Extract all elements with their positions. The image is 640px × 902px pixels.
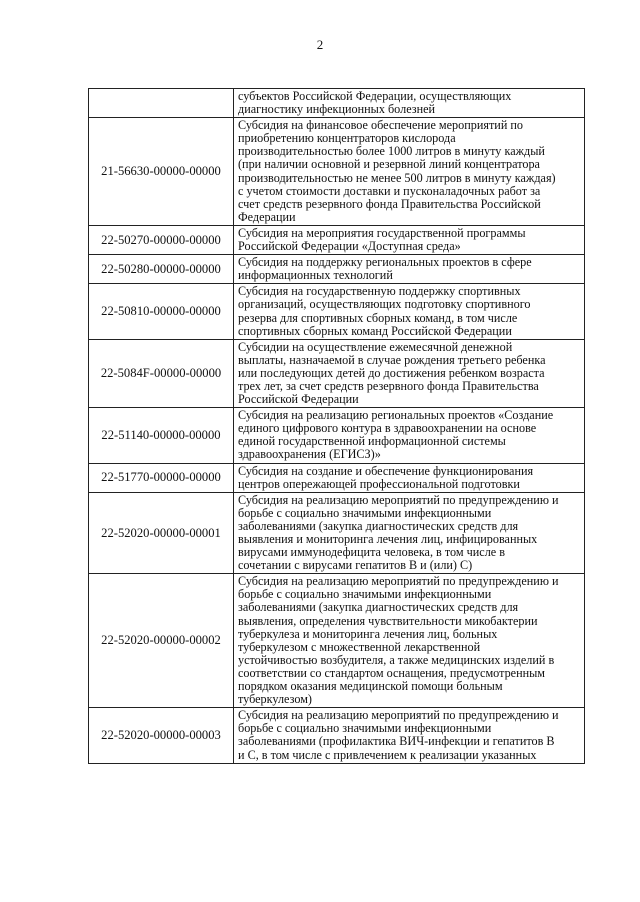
description-line: Российской Федерации	[238, 393, 359, 407]
row-code: 22-50810-00000-00000	[89, 284, 234, 339]
description-line: Субсидия на реализацию мероприятий по предупреждению и	[238, 575, 559, 589]
page-number: 2	[316, 37, 324, 52]
description-line: здравоохранения (ЕГИСЗ)»	[238, 448, 381, 462]
row-code: 21-56630-00000-00000	[89, 118, 234, 226]
description-line: порядком оказания медицинской помощи больным	[238, 680, 503, 694]
description-line: центров опережающей профессиональной подготовки	[238, 477, 520, 491]
description-line: производительностью не менее 500 литров в минуту каждая)	[238, 171, 556, 185]
row-code: 22-50270-00000-00000	[89, 225, 234, 254]
description-line: Субсидия на мероприятия государственной программы	[238, 226, 526, 240]
description-line: вирусами иммунодефицита человека, в том числе в	[238, 546, 505, 560]
row-description	[234, 118, 585, 226]
description-line: выявления, определения чувствительности микобактерии	[238, 614, 538, 628]
description-line: или последующих детей до достижения ребенком возраста	[238, 366, 545, 380]
description-line: Субсидия на государственную поддержку спортивных	[238, 285, 521, 299]
description-line: туберкулезом)	[238, 693, 312, 707]
row-code	[89, 89, 234, 118]
description-line: (при наличии основной и резервной линий концентратора	[238, 158, 540, 172]
description-line: приобретению концентраторов кислорода	[238, 132, 456, 146]
table-row	[89, 708, 585, 763]
table-row	[89, 339, 585, 407]
description-line: туберкулезом с множественной лекарственной	[238, 640, 481, 654]
description-line: субъектов Российской Федерации, осуществляющих	[238, 90, 512, 103]
row-description	[234, 574, 585, 708]
description-line: организаций, осуществляющих подготовку спортивного	[238, 298, 531, 312]
description-line: трех лет, за счет средств резервного фонда Правительства	[238, 379, 539, 393]
description-line: производительностью более 1000 литров в минуту каждый	[238, 145, 545, 159]
row-code: 22-51770-00000-00000	[89, 463, 234, 492]
table-row	[89, 463, 585, 492]
table-row	[89, 492, 585, 574]
table-row	[89, 408, 585, 463]
description-line: Субсидии на осуществление ежемесячной денежной	[238, 340, 513, 354]
row-description	[234, 463, 585, 492]
table-row	[89, 284, 585, 339]
description-line: выплаты, назначаемой в случае рождения третьего ребенка	[238, 353, 546, 367]
description-line: соответствии со стандартом оснащения, предусмотренным	[238, 666, 546, 680]
row-code: 22-52020-00000-00001	[89, 492, 234, 574]
description-line: Субсидия на реализацию мероприятий по предупреждению и	[238, 493, 559, 507]
row-code: 22-51140-00000-00000	[89, 408, 234, 463]
row-code: 22-5084F-00000-00000	[89, 339, 234, 407]
description-line: борьбе с социально значимыми инфекционными	[238, 588, 492, 602]
description-line: единой государственной информационной системы	[238, 435, 506, 449]
row-description	[234, 408, 585, 463]
subsidy-codes-table	[88, 88, 585, 764]
description-line: борьбе с социально значимыми инфекционными	[238, 506, 492, 520]
row-code: 22-50280-00000-00000	[89, 255, 234, 284]
row-description	[234, 284, 585, 339]
table-row	[89, 89, 585, 118]
row-description	[234, 255, 585, 284]
row-description	[234, 708, 585, 763]
row-description	[234, 339, 585, 407]
table-row	[89, 118, 585, 226]
row-description	[234, 225, 585, 254]
row-code: 22-52020-00000-00003	[89, 708, 234, 763]
description-line: заболеваниями (профилактика ВИЧ-инфекции и гепатитов В	[238, 735, 555, 749]
description-line: резерва для спортивных сборных команд, в том числе	[238, 311, 518, 325]
description-line: счет средств резервного фонда Правительства Российской	[238, 197, 541, 211]
description-line: единого цифрового контура в здравоохранении на основе	[238, 422, 537, 436]
description-line: Федерации	[238, 210, 296, 224]
description-line: борьбе с социально значимыми инфекционными	[238, 722, 492, 736]
description-line: спортивных сборных команд Российской Федерации	[238, 324, 512, 338]
description-line: диагностику инфекционных болезней	[238, 103, 436, 117]
description-line: туберкулеза и мониторинга лечения лиц, больных	[238, 627, 498, 641]
description-line: Российской Федерации «Доступная среда»	[238, 240, 461, 254]
row-description	[234, 492, 585, 574]
description-line: заболеваниями (закупка диагностических средств для	[238, 601, 519, 615]
table-row	[89, 574, 585, 708]
description-line: устойчивостью возбудителя, а также медицинских изделий в	[238, 653, 555, 667]
description-line: заболеваниями (закупка диагностических средств для	[238, 519, 519, 533]
description-line: Субсидия на реализацию региональных проектов «Создание	[238, 409, 554, 423]
description-line: Субсидия на поддержку региональных проектов в сфере	[238, 256, 532, 270]
description-line: и С, в том числе с привлечением к реализации указанных	[238, 748, 537, 762]
table-row	[89, 255, 585, 284]
description-line: сочетании с вирусами гепатитов В и (или) С)	[238, 559, 473, 573]
description-line: с учетом стоимости доставки и пусконаладочных работ за	[238, 184, 541, 198]
table-body	[89, 89, 585, 764]
description-line: Субсидия на реализацию мероприятий по предупреждению и	[238, 709, 559, 723]
row-code: 22-52020-00000-00002	[89, 574, 234, 708]
description-line: выявления и мониторинга лечения лиц, инфицированных	[238, 533, 538, 546]
description-line: информационных технологий	[238, 269, 393, 283]
table-row	[89, 225, 585, 254]
description-line: Субсидия на создание и обеспечение функционирования	[238, 464, 534, 478]
row-description	[234, 89, 585, 118]
description-line: Субсидия на финансовое обеспечение мероприятий по	[238, 119, 524, 133]
